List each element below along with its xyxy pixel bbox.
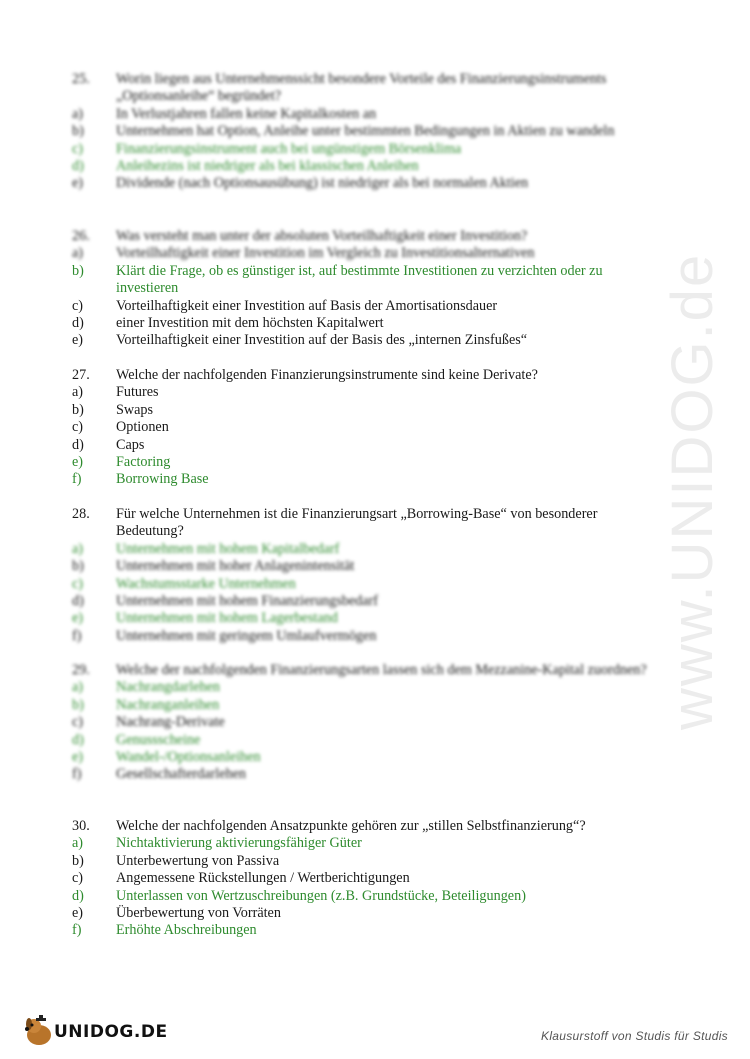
answer-letter: c): [72, 297, 84, 314]
answer-text: Dividende (nach Optionsausübung) ist niedriger als bei normalen Aktien: [116, 175, 529, 192]
answer-text: Factoring: [116, 454, 171, 471]
dog-icon: [22, 1014, 56, 1048]
answer-letter: c): [72, 140, 84, 157]
question-26: [72, 228, 652, 350]
answer-text: Anleihezins ist niedriger als bei klassischen Anleihen: [116, 158, 419, 175]
answer-letter: f): [72, 627, 82, 644]
question-29: [72, 662, 652, 784]
answer-text: Wandel-/Optionsanleihen: [116, 749, 261, 766]
answer-letter: a): [72, 245, 84, 262]
answer-letter: d): [72, 887, 84, 904]
answer-text: Nichtaktivierung aktivierungsfähiger Güter: [116, 835, 362, 852]
question-27: [72, 367, 652, 489]
answer-text: Borrowing Base: [116, 471, 209, 488]
answer-letter: e): [72, 454, 84, 471]
answer-letter: b): [72, 262, 84, 279]
answer-text: Angemessene Rückstellungen / Wertberichtigungen: [116, 870, 410, 887]
answer-text: Nachrang-Derivate: [116, 714, 225, 731]
answer-text: Finanzierungsinstrument auch bei ungünstigem Börsenklima: [116, 140, 462, 157]
answer-text: Unternehmen mit hohem Finanzierungsbedarf: [116, 593, 378, 610]
answer-text: Genussscheine: [116, 731, 201, 748]
answer-text: Vorteilhaftigkeit einer Investition auf Basis der Amortisationsdauer: [116, 297, 498, 314]
answer-text: Unternehmen mit hohem Lagerbestand: [116, 610, 338, 627]
answer-text: Unternehmen hat Option, Anleihe unter bestimmten Bedingungen in Aktien zu wandeln: [116, 123, 615, 140]
answer-text: Vorteilhaftigkeit einer Investition auf der Basis des „internen Zinsfußes“: [116, 332, 528, 349]
footer-tagline: Klausurstoff von Studis für Studis: [541, 1029, 728, 1043]
answer-text: Erhöhte Abschreibungen: [116, 922, 257, 939]
question-text: Welche der nachfolgenden Ansatzpunkte gehören zur „stillen Selbstfinanzierung“?: [116, 818, 586, 834]
question-30: [72, 818, 652, 940]
answer-letter: c): [72, 714, 84, 731]
answer-letter: e): [72, 610, 84, 627]
answer-letter: e): [72, 175, 84, 192]
answer-text: Caps: [116, 436, 145, 453]
answer-letter: c): [72, 419, 84, 436]
answer-letter: a): [72, 679, 84, 696]
answer-text: Klärt die Frage, ob es günstiger ist, auf bestimmte Investitionen zu verzichten oder zu investieren: [116, 262, 603, 297]
question-28: [72, 506, 652, 645]
answer-text: Gesellschafterdarlehen: [116, 766, 246, 783]
answer-text: Futures: [116, 384, 159, 401]
question-text: Für welche Unternehmen ist die Finanzierungsart „Borrowing-Base“ von besonderer Bedeutung?: [116, 506, 598, 540]
answer-text: Unternehmen mit hohem Kapitalbedarf: [116, 540, 340, 557]
answer-letter: a): [72, 540, 84, 557]
answer-text: Unternehmen mit hoher Anlagenintensität: [116, 558, 355, 575]
watermark-text: www.UNIDOG.de: [660, 252, 725, 730]
answer-text: Überbewertung von Vorräten: [116, 905, 281, 922]
answer-text: Optionen: [116, 419, 169, 436]
answer-letter: d): [72, 315, 84, 332]
question-number: 29.: [72, 662, 90, 678]
answer-letter: c): [72, 870, 84, 887]
answer-letter: e): [72, 749, 84, 766]
answer-letter: a): [72, 105, 84, 122]
answer-letter: a): [72, 835, 84, 852]
answer-text: Nachrangdarlehen: [116, 679, 220, 696]
answer-letter: b): [72, 401, 84, 418]
answer-text: einer Investition mit dem höchsten Kapitalwert: [116, 315, 384, 332]
answer-letter: e): [72, 905, 84, 922]
answer-letter: f): [72, 471, 82, 488]
answer-text: Wachstumsstarke Unternehmen: [116, 575, 296, 592]
question-number: 25.: [72, 71, 90, 87]
question-text: Welche der nachfolgenden Finanzierungsarten lassen sich dem Mezzanine-Kapital zuordnen?: [116, 662, 647, 678]
answer-letter: e): [72, 332, 84, 349]
answer-letter: f): [72, 922, 82, 939]
question-number: 30.: [72, 818, 90, 834]
answer-letter: d): [72, 593, 84, 610]
answer-letter: b): [72, 558, 84, 575]
answer-letter: b): [72, 123, 84, 140]
answer-text: Vorteilhaftigkeit einer Investition im Vergleich zu Investitionsalternativen: [116, 245, 535, 262]
answer-text: In Verlustjahren fallen keine Kapitalkosten an: [116, 105, 377, 122]
answer-text: Swaps: [116, 401, 154, 418]
watermark: [620, 250, 740, 750]
question-text: Welche der nachfolgenden Finanzierungsinstrumente sind keine Derivate?: [116, 367, 538, 383]
answer-letter: b): [72, 696, 84, 713]
answer-text: Unterbewertung von Passiva: [116, 852, 280, 869]
answer-letter: d): [72, 731, 84, 748]
logo-text: UNIDOG.DE: [54, 1022, 168, 1042]
question-25: [72, 71, 652, 193]
answer-letter: d): [72, 436, 84, 453]
answer-text: Unternehmen mit geringem Umlaufvermögen: [116, 627, 377, 644]
answer-letter: c): [72, 575, 84, 592]
answer-letter: f): [72, 766, 82, 783]
answer-letter: d): [72, 158, 84, 175]
answer-text: Unterlassen von Wertzuschreibungen (z.B. Grundstücke, Beteiligungen): [116, 887, 526, 904]
question-text: Was versteht man unter der absoluten Vorteilhaftigkeit einer Investition?: [116, 228, 528, 244]
question-number: 26.: [72, 228, 90, 244]
question-number: 28.: [72, 506, 90, 522]
unidog-logo: [22, 1014, 168, 1048]
answer-letter: a): [72, 384, 84, 401]
answer-text: Nachranganleihen: [116, 696, 220, 713]
answer-letter: b): [72, 852, 84, 869]
question-text: Worin liegen aus Unternehmenssicht besondere Vorteile des Finanzierungsinstruments „Optionsanleihe“ begründet?: [116, 71, 607, 105]
question-number: 27.: [72, 367, 90, 383]
